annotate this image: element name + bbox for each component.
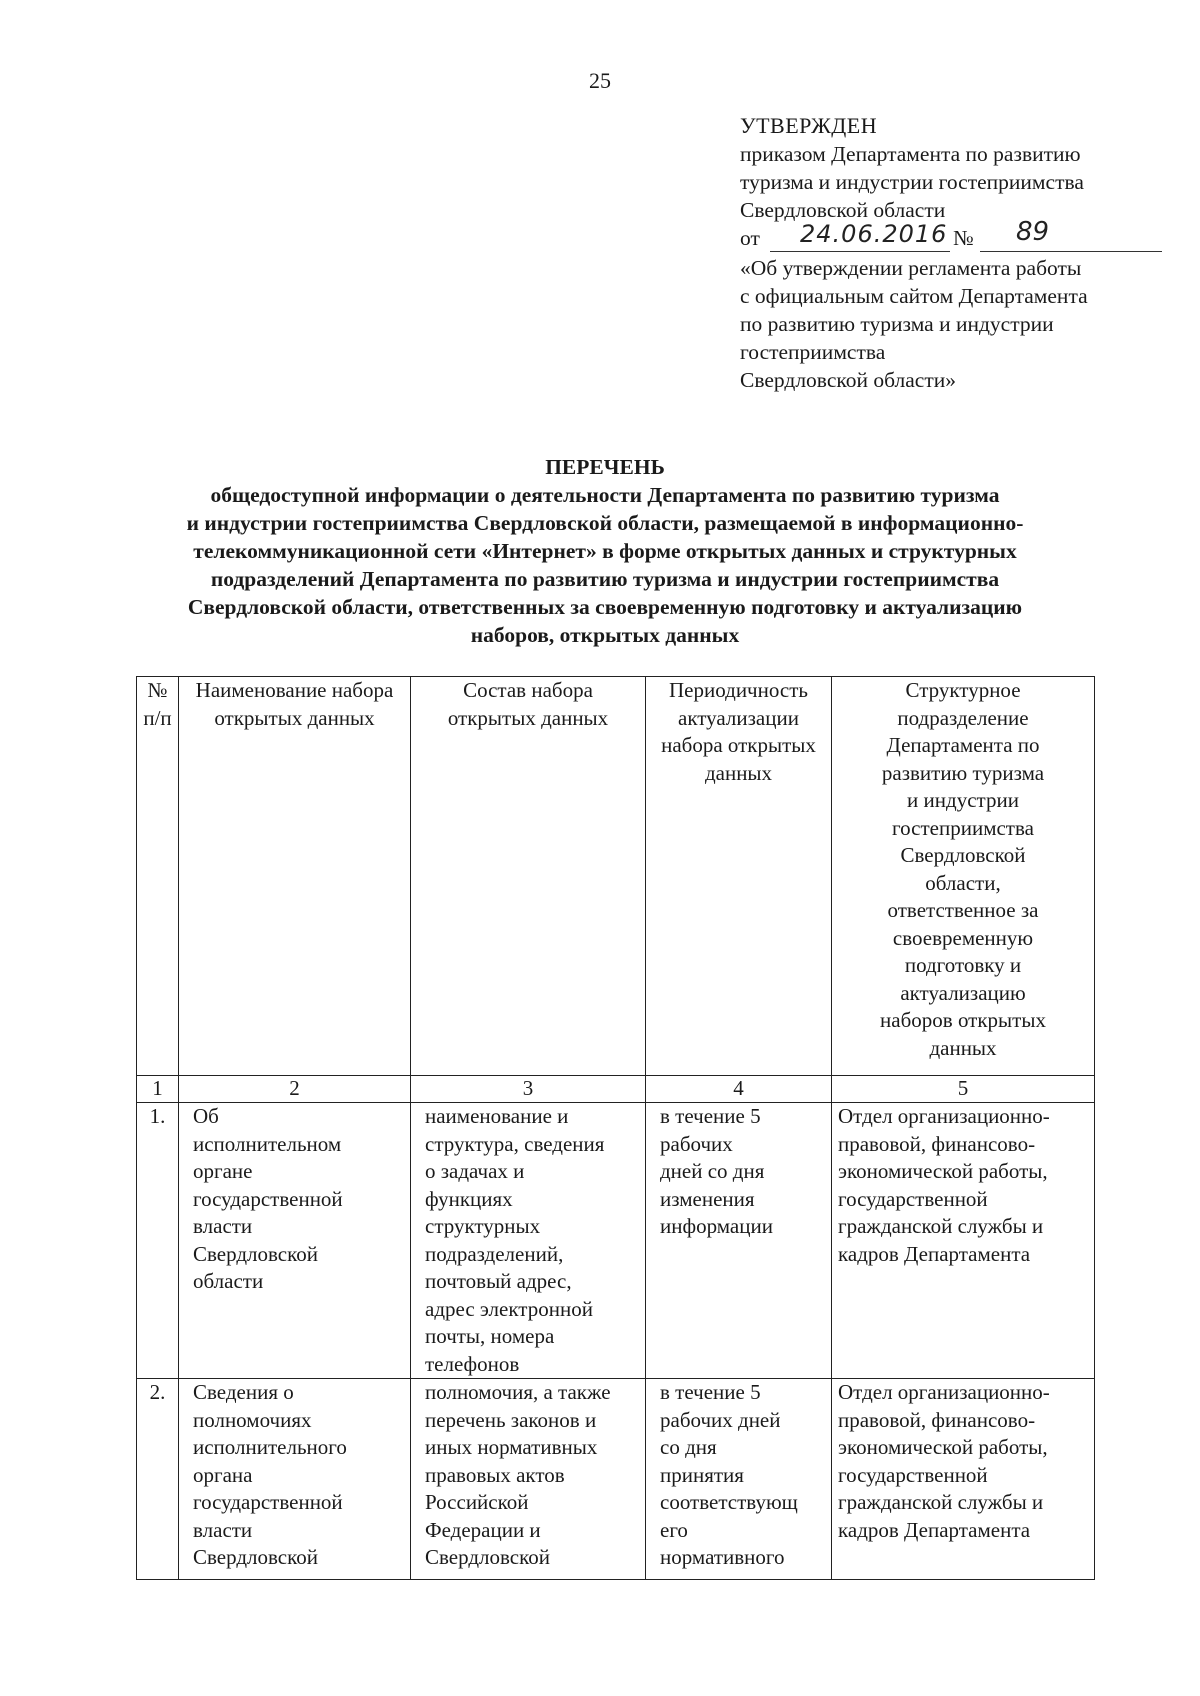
table-row [137,1103,1095,1379]
cell-line: гражданской службы и [838,1490,1044,1514]
cell-line: наименование и [425,1104,569,1128]
responsible-unit-cell [832,1379,1095,1580]
header-cell [137,677,179,1076]
cell-line: Российской [425,1490,529,1514]
cell-line: области, [925,870,1001,895]
order-date-number-line [740,217,1160,254]
cell-line: экономической работы, [838,1159,1048,1183]
handwritten-date: 24.06.2016 [800,220,948,248]
cell-line: почты, номера [425,1324,555,1348]
cell-line: информации [660,1214,773,1238]
cell-line: Состав набора [463,678,593,702]
cell-line: исполнительном [193,1131,342,1156]
date-prefix: от [740,226,760,250]
approval-line: приказом Департамента по развитию [740,142,1081,166]
cell-line: актуализацию [900,980,1026,1005]
open-data-table [136,676,1095,1580]
cell-line: Периодичность [669,678,808,702]
cell-line: развитию туризма [881,760,1045,785]
cell-line: п/п [143,705,172,730]
dataset-content-cell [411,1379,646,1580]
cell-line: правовых актов [425,1462,565,1487]
cell-line: перечень законов и [425,1407,597,1432]
column-number-row [137,1076,1095,1103]
cell-line: Об [193,1104,219,1128]
approval-title: УТВЕРЖДЕН [740,113,878,138]
heading-line: подразделений Департамента по развитию туризма и индустрии гостеприимства [210,567,1000,591]
cell-line: данных [929,1035,997,1060]
cell-line: Структурное [905,678,1021,702]
subject-line: «Об утверждении регламента работы [740,256,1082,280]
cell-line: Свердловской [193,1545,318,1569]
cell-line: данных [704,760,773,785]
cell-line: нормативного [660,1545,785,1569]
cell-line: Наименование набора [195,678,394,702]
cell-line: и индустрии [907,788,1019,812]
cell-line: органе [193,1159,253,1183]
cell-line: области [193,1269,264,1293]
approval-line: Свердловской области [740,198,946,222]
cell-line: ответственное за [887,898,1039,922]
header-cell [646,677,832,1076]
cell-line: актуализации [678,705,799,730]
cell-line: органа [193,1462,253,1487]
cell-line: Сведения о [193,1380,294,1404]
table-row [137,1379,1095,1580]
update-period-cell [646,1103,832,1379]
row-number-cell: 1. [137,1103,179,1379]
number-underline [980,251,1162,252]
cell-line: наборов открытых [880,1008,1046,1032]
heading-title: ПЕРЕЧЕНЬ [545,455,665,479]
cell-line: государственной [193,1490,343,1514]
table-header-row [137,677,1095,1076]
cell-line: принятия [660,1462,744,1487]
cell-line: Отдел организационно- [838,1104,1050,1128]
cell-line: кадров Департамента [838,1241,1031,1266]
cell-line: функциях [425,1186,513,1211]
cell-line: гражданской службы и [838,1214,1044,1238]
heading-line: наборов, открытых данных [470,623,740,647]
header-cell [179,677,411,1076]
heading-line: телекоммуникационной сети «Интернет» в форме открытых данных и структурных [193,539,1017,563]
cell-line: структура, сведения [425,1131,605,1156]
heading-line: и индустрии гостеприимства Свердловской области, размещаемой в информационно- [186,511,1024,535]
date-underline [770,251,950,252]
cell-line: полномочиях [193,1407,312,1432]
cell-line: изменения [660,1186,755,1211]
cell-line: почтовый адрес, [425,1269,572,1293]
cell-line: власти [193,1517,253,1542]
cell-line: открытых данных [447,705,609,730]
cell-line: Департамента по [886,733,1040,757]
row-number-cell: 2. [137,1379,179,1580]
cell-line: соответствующ [660,1490,798,1514]
cell-line: Отдел организационно- [838,1380,1050,1404]
cell-line: рабочих [660,1131,733,1156]
approval-block [740,112,1160,394]
cell-line: власти [193,1214,253,1238]
document-heading [120,453,1090,649]
cell-line: дней со дня [660,1159,765,1183]
cell-line: № [147,678,168,702]
cell-line: подготовку и [904,953,1022,977]
cell-line: открытых данных [214,705,375,730]
cell-line: телефонов [425,1351,520,1376]
cell-line: Федерации и [425,1517,541,1542]
cell-line: структурных [425,1214,541,1238]
cell-line: экономической работы, [838,1435,1048,1459]
update-period-cell [646,1379,832,1580]
cell-line: исполнительного [193,1435,347,1459]
cell-line: рабочих дней [660,1407,781,1432]
approval-line: туризма и индустрии гостеприимства [740,170,1084,194]
column-number-cell: 3 [411,1076,646,1103]
cell-line: Свердловской [900,843,1026,867]
column-number-cell: 1 [137,1076,179,1103]
subject-line: Свердловской области» [740,368,956,392]
page-number: 25 [589,68,611,93]
cell-line: о задачах и [425,1159,525,1183]
cell-line: в течение 5 [660,1104,761,1128]
column-number-cell: 5 [832,1076,1095,1103]
cell-line: иных нормативных [425,1435,598,1459]
cell-line: Свердловской [425,1545,550,1569]
cell-line: государственной [838,1462,988,1487]
cell-line: гостеприимства [892,815,1034,840]
header-cell [832,677,1095,1076]
cell-line: государственной [193,1186,343,1211]
heading-line: Свердловской области, ответственных за своевременную подготовку и актуализацию [187,595,1023,619]
dataset-content-cell [411,1103,646,1379]
cell-line: со дня [660,1435,717,1459]
cell-line: подразделений, [425,1241,564,1266]
number-sign: № [953,226,974,250]
subject-line: с официальным сайтом Департамента [740,284,1088,308]
subject-line: гостеприимства [740,340,886,364]
heading-line: общедоступной информации о деятельности Департамента по развитию туризма [210,483,1000,507]
dataset-name-cell [179,1103,411,1379]
handwritten-number: 89 [1016,217,1050,247]
header-cell [411,677,646,1076]
cell-line: Свердловской [193,1241,318,1266]
cell-line: полномочия, а также [425,1380,611,1404]
cell-line: в течение 5 [660,1380,761,1404]
cell-line: своевременную [892,925,1034,950]
cell-line: набора открытых [661,733,816,757]
column-number-cell: 4 [646,1076,832,1103]
cell-line: подразделение [897,705,1029,730]
subject-line: по развитию туризма и индустрии [740,312,1054,336]
cell-line: его [660,1517,688,1542]
cell-line: правовой, финансово- [838,1407,1036,1432]
cell-line: адрес электронной [425,1296,593,1321]
cell-line: государственной [838,1186,988,1211]
dataset-name-cell [179,1379,411,1580]
column-number-cell: 2 [179,1076,411,1103]
responsible-unit-cell [832,1103,1095,1379]
cell-line: кадров Департамента [838,1517,1031,1542]
cell-line: правовой, финансово- [838,1131,1036,1156]
